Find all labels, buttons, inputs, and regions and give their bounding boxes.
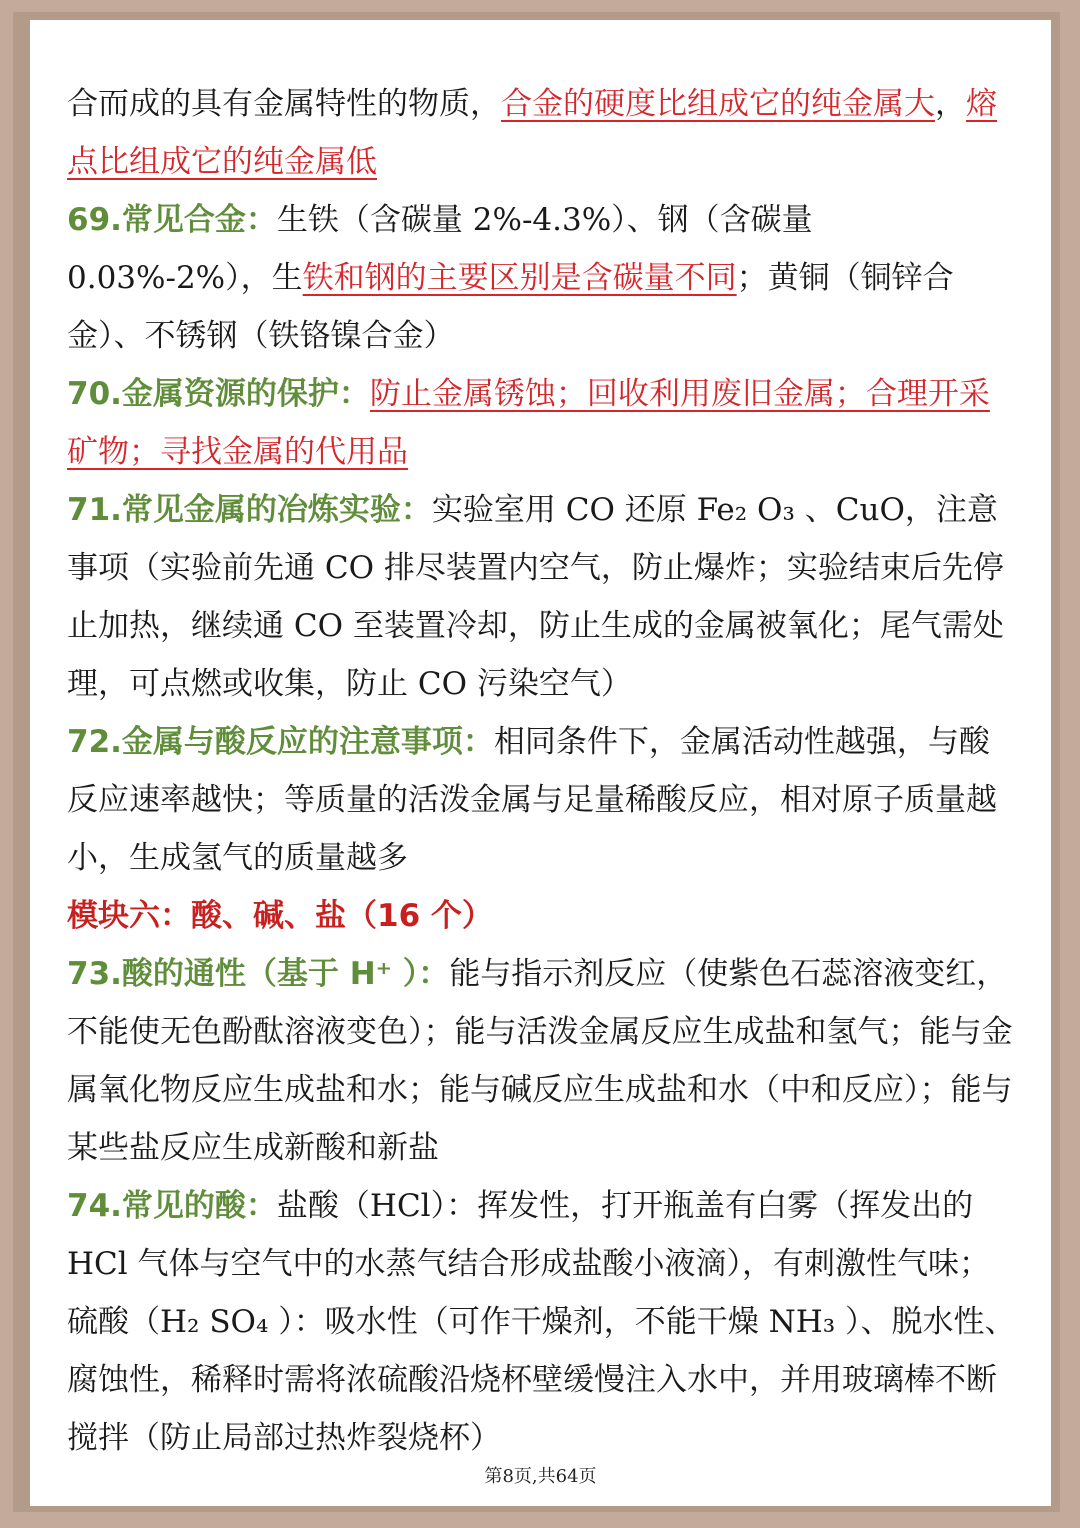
body-text: 能与指示剂反应（使紫色石蕊溶液变红，不能使无色酚酞溶液变色）；能与活泼金属反应生成盐和氢气；能与金属氧化物反应生成盐和水；能与碱反应生成盐和水（中和反应）；能与某些盐反应生成新酸和新盐 <box>67 956 1013 1166</box>
body-text: 实验室用 CO 还原 Fe₂ O₃ 、CuO，注意事项（实验前先通 CO 排尽装置内空气，防止爆炸；实验结束后先停止加热，继续通 CO 至装置冷却，防止生成的金属被氧化；尾气需处理，可点燃或收集，防止 CO 污染空气） <box>67 492 1004 702</box>
paragraph-74 <box>67 1177 1017 1467</box>
document-content <box>67 75 1017 1467</box>
module-title: 模块六：酸、碱、盐（16 个） <box>67 898 493 934</box>
body-text: 合而成的具有金属特性的物质， <box>67 86 501 122</box>
module-heading <box>67 887 1017 945</box>
highlight-text: 铁和钢的主要区别是含碳量不同 <box>302 260 737 296</box>
body-text: 盐酸（HCl）：挥发性，打开瓶盖有白雾（挥发出的 HCl 气体与空气中的水蒸气结合形成盐酸小液滴），有刺激性气味；硫酸（H₂ SO₄ ）：吸水性（可作干燥剂，不能干燥 NH₃ ）、脱水性、腐蚀性，稀释时需将浓硫酸沿烧杯壁缓慢注入水中，并用玻璃棒不断搅拌（防止局部过热炸裂烧杯） <box>67 1188 1016 1456</box>
item-heading: 71.常见金属的冶炼实验： <box>67 492 432 528</box>
highlight-text: 熔点比组成它的纯金属低 <box>67 86 997 180</box>
page-number: 第8页,共64页 <box>484 1466 597 1487</box>
body-text: ， <box>935 86 966 122</box>
item-heading: 70.金属资源的保护： <box>67 376 370 412</box>
paragraph-72 <box>67 713 1017 887</box>
body-text: 生铁（含碳量 2%-4.3%）、钢（含碳量 0.03%-2%），生 <box>67 202 813 296</box>
highlight-text: 防止金属锈蚀；回收利用废旧金属；合理开采矿物；寻找金属的代用品 <box>67 376 990 470</box>
item-heading: 74.常见的酸： <box>67 1188 277 1224</box>
body-text: 相同条件下，金属活动性越强，与酸反应速率越快；等质量的活泼金属与足量稀酸反应，相对原子质量越小，生成氢气的质量越多 <box>67 724 997 876</box>
item-heading: 69.常见合金： <box>67 202 277 238</box>
item-heading: 72.金属与酸反应的注意事项： <box>67 724 494 760</box>
paragraph-70 <box>67 365 1017 481</box>
highlight-text: 合金的硬度比组成它的纯金属大 <box>501 86 935 122</box>
body-text: ；黄铜（铜锌合金）、不锈钢（铁铬镍合金） <box>67 260 954 354</box>
paragraph-alloy-definition <box>67 75 1017 191</box>
paragraph-69 <box>67 191 1017 365</box>
paragraph-71 <box>67 481 1017 713</box>
document-page <box>30 20 1051 1506</box>
paragraph-73 <box>67 945 1017 1177</box>
item-heading: 73.酸的通性（基于 H⁺ ）： <box>67 956 450 992</box>
